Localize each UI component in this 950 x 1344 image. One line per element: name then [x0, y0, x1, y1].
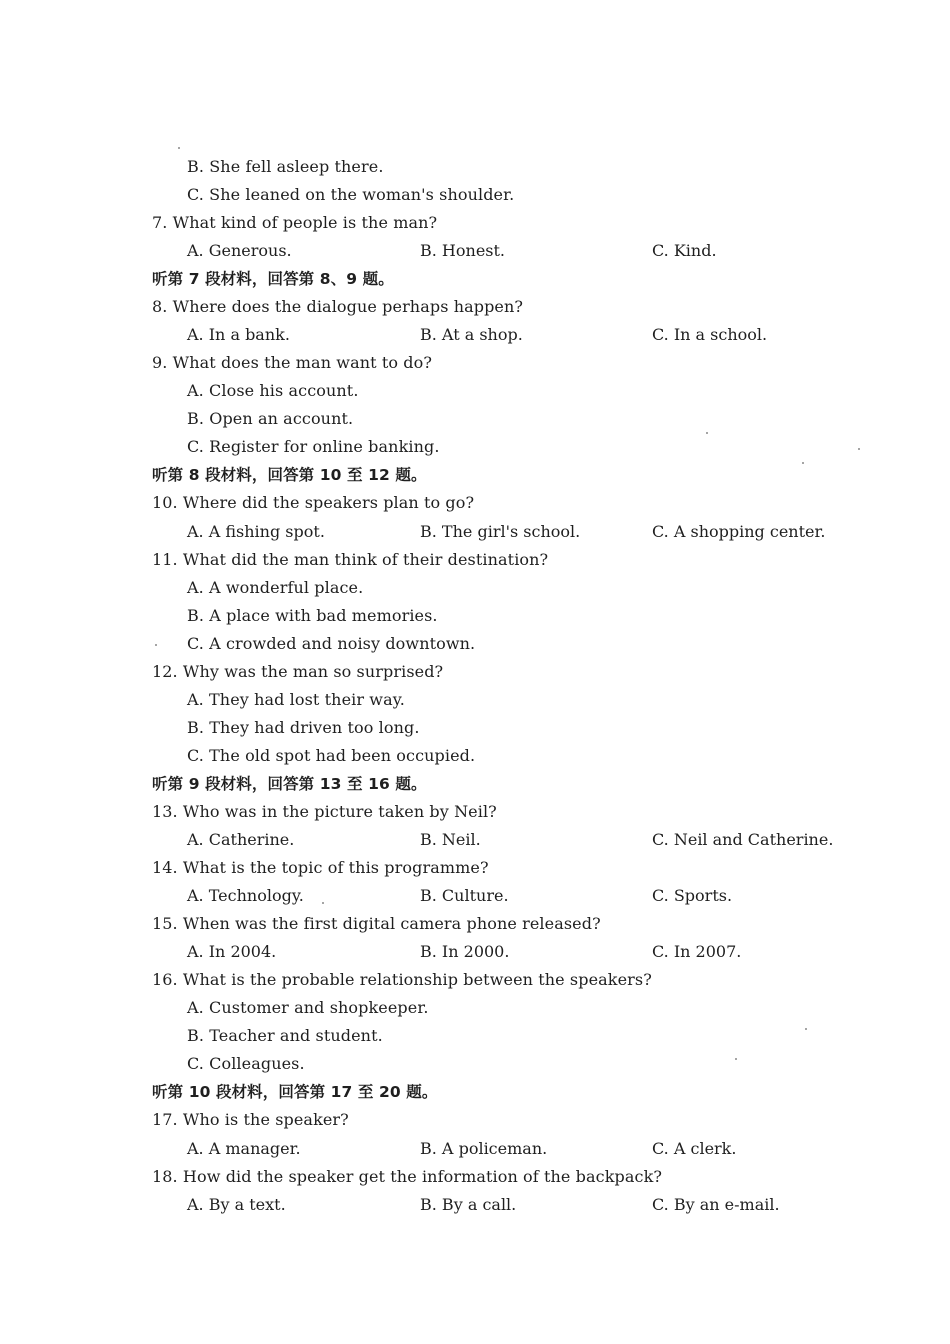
- q7-option-c: C. Kind.: [652, 241, 717, 260]
- question-10: 10. Where did the speakers plan to go?: [152, 493, 475, 512]
- q14-options: [0, 884, 950, 908]
- scan-speck: [322, 902, 324, 904]
- q11-option-b: B. A place with bad memories.: [187, 606, 438, 625]
- q14-option-b: B. Culture.: [420, 886, 509, 905]
- section-10-heading: 听第 10 段材料，回答第 17 至 20 题。: [152, 1083, 438, 1101]
- q11-option-c: C. A crowded and noisy downtown.: [187, 634, 476, 653]
- question-17: 17. Who is the speaker?: [152, 1110, 349, 1129]
- scan-speck: [735, 1058, 737, 1060]
- q8-option-b: B. At a shop.: [420, 325, 523, 344]
- question-18: 18. How did the speaker get the information of the backpack?: [152, 1167, 663, 1186]
- q8-option-c: C. In a school.: [652, 325, 768, 344]
- q13-options: [0, 828, 950, 852]
- q17-option-a: A. A manager.: [187, 1139, 301, 1158]
- q8-option-a: A. In a bank.: [187, 325, 290, 344]
- scan-speck: [706, 432, 708, 434]
- scan-speck: [802, 462, 804, 464]
- q14-option-a: A. Technology.: [187, 886, 304, 905]
- q16-option-a: A. Customer and shopkeeper.: [187, 998, 429, 1017]
- q11-option-a: A. A wonderful place.: [187, 578, 364, 597]
- question-7: 7. What kind of people is the man?: [152, 213, 438, 232]
- q9-option-b: B. Open an account.: [187, 409, 354, 428]
- scan-speck: [178, 147, 180, 149]
- question-14: 14. What is the topic of this programme?: [152, 858, 489, 877]
- q9-option-a: A. Close his account.: [187, 381, 359, 400]
- q13-option-a: A. Catherine.: [187, 830, 295, 849]
- section-7-heading: 听第 7 段材料，回答第 8、9 题。: [152, 270, 394, 288]
- q18-options: [0, 1193, 950, 1217]
- q7-option-a: A. Generous.: [187, 241, 292, 260]
- question-16: 16. What is the probable relationship between the speakers?: [152, 970, 652, 989]
- q7-option-b: B. Honest.: [420, 241, 506, 260]
- scan-speck: [155, 644, 157, 646]
- q18-option-b: B. By a call.: [420, 1195, 517, 1214]
- q12-option-b: B. They had driven too long.: [187, 718, 420, 737]
- q15-option-a: A. In 2004.: [187, 942, 277, 961]
- q10-option-a: A. A fishing spot.: [187, 522, 325, 541]
- q9-option-c: C. Register for online banking.: [187, 437, 440, 456]
- question-9: 9. What does the man want to do?: [152, 353, 433, 372]
- question-11: 11. What did the man think of their destination?: [152, 550, 549, 569]
- q14-option-c: C. Sports.: [652, 886, 733, 905]
- q10-option-b: B. The girl's school.: [420, 522, 581, 541]
- q10-options: [0, 520, 950, 544]
- q8-options: [0, 323, 950, 347]
- q13-option-b: B. Neil.: [420, 830, 481, 849]
- q13-option-c: C. Neil and Catherine.: [652, 830, 834, 849]
- scan-speck: [858, 448, 860, 450]
- q12-option-a: A. They had lost their way.: [187, 690, 405, 709]
- q15-option-c: C. In 2007.: [652, 942, 742, 961]
- question-12: 12. Why was the man so surprised?: [152, 662, 444, 681]
- q6-option-c: C. She leaned on the woman's shoulder.: [187, 185, 515, 204]
- section-8-heading: 听第 8 段材料，回答第 10 至 12 题。: [152, 466, 427, 484]
- q16-option-c: C. Colleagues.: [187, 1054, 305, 1073]
- q17-option-c: C. A clerk.: [652, 1139, 737, 1158]
- q7-options: [0, 239, 950, 263]
- q15-option-b: B. In 2000.: [420, 942, 510, 961]
- q15-options: [0, 940, 950, 964]
- q16-option-b: B. Teacher and student.: [187, 1026, 383, 1045]
- q10-option-c: C. A shopping center.: [652, 522, 826, 541]
- scan-speck: [805, 1028, 807, 1030]
- question-15: 15. When was the first digital camera phone released?: [152, 914, 601, 933]
- q18-option-a: A. By a text.: [187, 1195, 286, 1214]
- section-9-heading: 听第 9 段材料，回答第 13 至 16 题。: [152, 775, 427, 793]
- q18-option-c: C. By an e-mail.: [652, 1195, 780, 1214]
- q12-option-c: C. The old spot had been occupied.: [187, 746, 476, 765]
- question-13: 13. Who was in the picture taken by Neil?: [152, 802, 497, 821]
- question-8: 8. Where does the dialogue perhaps happen?: [152, 297, 524, 316]
- q17-option-b: B. A policeman.: [420, 1139, 548, 1158]
- q17-options: [0, 1137, 950, 1161]
- q6-option-b: B. She fell asleep there.: [187, 157, 384, 176]
